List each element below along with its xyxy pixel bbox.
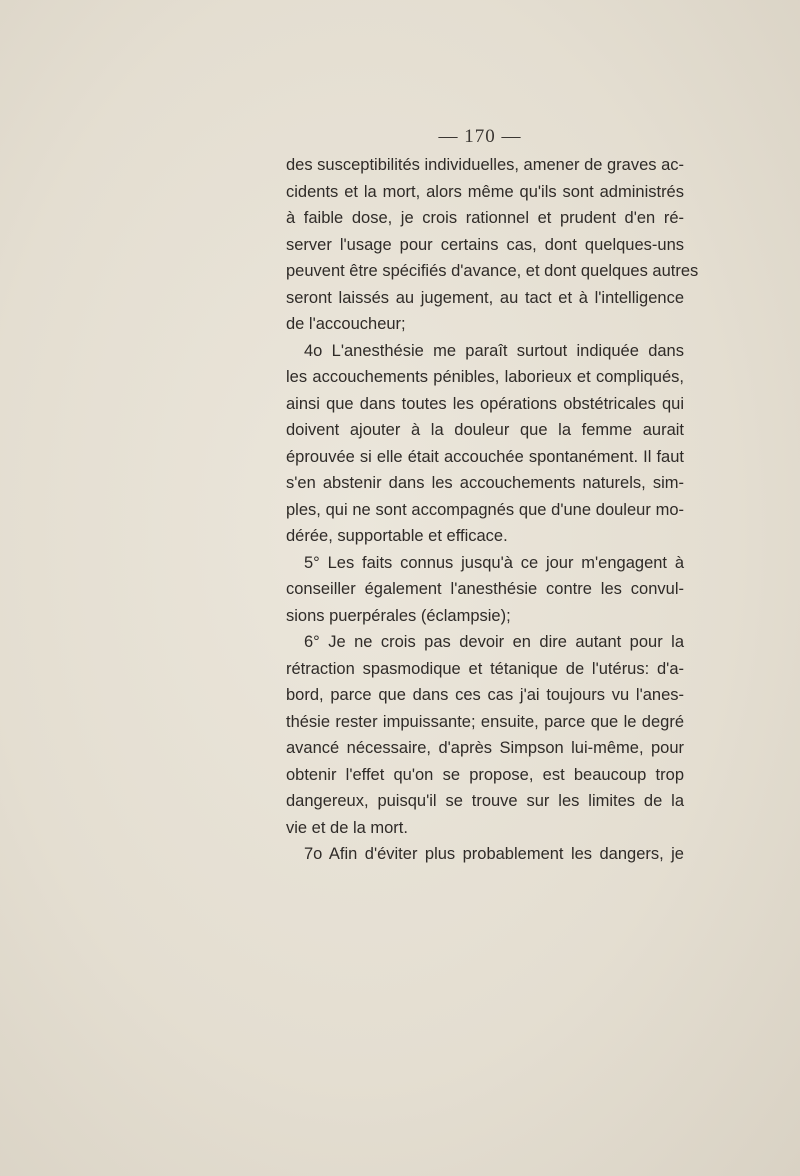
text-line: à faible dose, je crois rationnel et prudent d'en ré- (286, 209, 684, 227)
text-line: ples, qui ne sont accompagnés que d'une douleur mo- (286, 500, 684, 519)
text-line: vie et de la mort. (286, 818, 408, 837)
text-line: dérée, supportable et efficace. (286, 527, 508, 545)
text-line: les accouchements pénibles, laborieux et compliqués, (286, 368, 684, 386)
text-line: avancé nécessaire, d'après Simpson lui-même, pour (286, 739, 684, 757)
text-line: server l'usage pour certains cas, dont quelques-uns (286, 235, 684, 254)
text-line: bord, parce que dans ces cas j'ai toujours vu l'anes- (286, 686, 684, 704)
text-line: dangereux, puisqu'il se trouve sur les limites de la (286, 792, 684, 810)
page-number: — 170 — (438, 126, 522, 147)
text-line: peuvent être spécifiés d'avance, et dont quelques autres (286, 262, 699, 280)
text-line: 4o L'anesthésie me paraît surtout indiquée dans (304, 341, 684, 360)
text-line: s'en abstenir dans les accouchements naturels, sim- (286, 474, 684, 492)
text-line: thésie rester impuissante; ensuite, parce que le degré (286, 712, 684, 731)
body-text (286, 152, 699, 868)
text-line: 6° Je ne crois pas devoir en dire autant pour la (304, 633, 684, 651)
text-line: 7o Afin d'éviter plus probablement les dangers, je (304, 845, 684, 863)
text-line: cidents et la mort, alors même qu'ils sont administrés (286, 182, 684, 201)
text-line: des susceptibilités individuelles, amener de graves ac- (286, 156, 685, 174)
text-line: conseiller également l'anesthésie contre les convul- (286, 580, 684, 598)
text-line: sions puerpérales (éclampsie); (286, 606, 511, 625)
text-line: doivent ajouter à la douleur que la femme aurait (286, 421, 684, 439)
text-line: 5° Les faits connus jusqu'à ce jour m'engagent à (304, 553, 684, 572)
text-line: éprouvée si elle était accouchée spontanément. Il faut (286, 447, 684, 466)
text-line: seront laissés au jugement, au tact et à l'intelligence (286, 288, 684, 307)
text-line: ainsi que dans toutes les opérations obstétricales qui (286, 394, 684, 413)
text-line: obtenir l'effet qu'on se propose, est beaucoup trop (286, 765, 684, 784)
text-line: rétraction spasmodique et tétanique de l'utérus: d'a- (286, 659, 684, 678)
text-line: de l'accoucheur; (286, 315, 406, 333)
